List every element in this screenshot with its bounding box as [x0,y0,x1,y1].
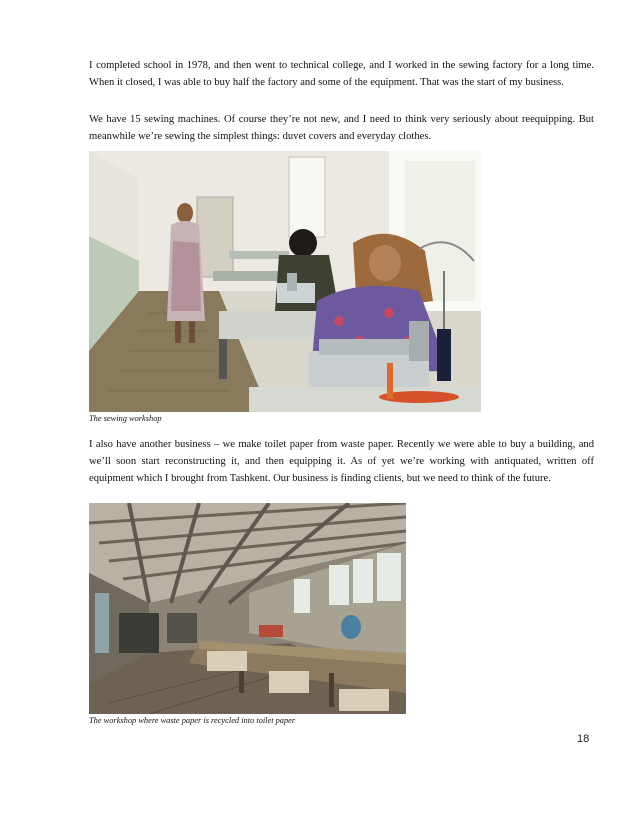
paragraph-3: I also have another business – we make toilet paper from waste paper. Recently we were able to buy a building, and we’ll soon start reconstructing it, and then equipping it. As of yet we’re working with antiquated, written off equipment which I brought from Tashkent. Our business is finding clients, but we need to think of the future. [89,439,594,484]
sewing-workshop-caption: The sewing workshop [89,414,162,423]
sewing-workshop-photo [89,151,481,412]
paragraph-1: I completed school in 1978, and then went to technical college, and I worked in the sewing factory for a long time. When it closed, I was able to buy half the factory and some of the equipment. That was the start of my business. [89,60,594,88]
page-number: 18 [577,733,590,745]
paper-workshop-caption: The workshop where waste paper is recycled into toilet paper [89,716,296,725]
paper-workshop-photo [89,503,406,714]
paragraph-2: We have 15 sewing machines. Of course they’re not new, and I need to think very seriously about reequipping. But meanwhile we’re sewing the simplest things: duvet covers and everyday clothes. [89,114,594,142]
